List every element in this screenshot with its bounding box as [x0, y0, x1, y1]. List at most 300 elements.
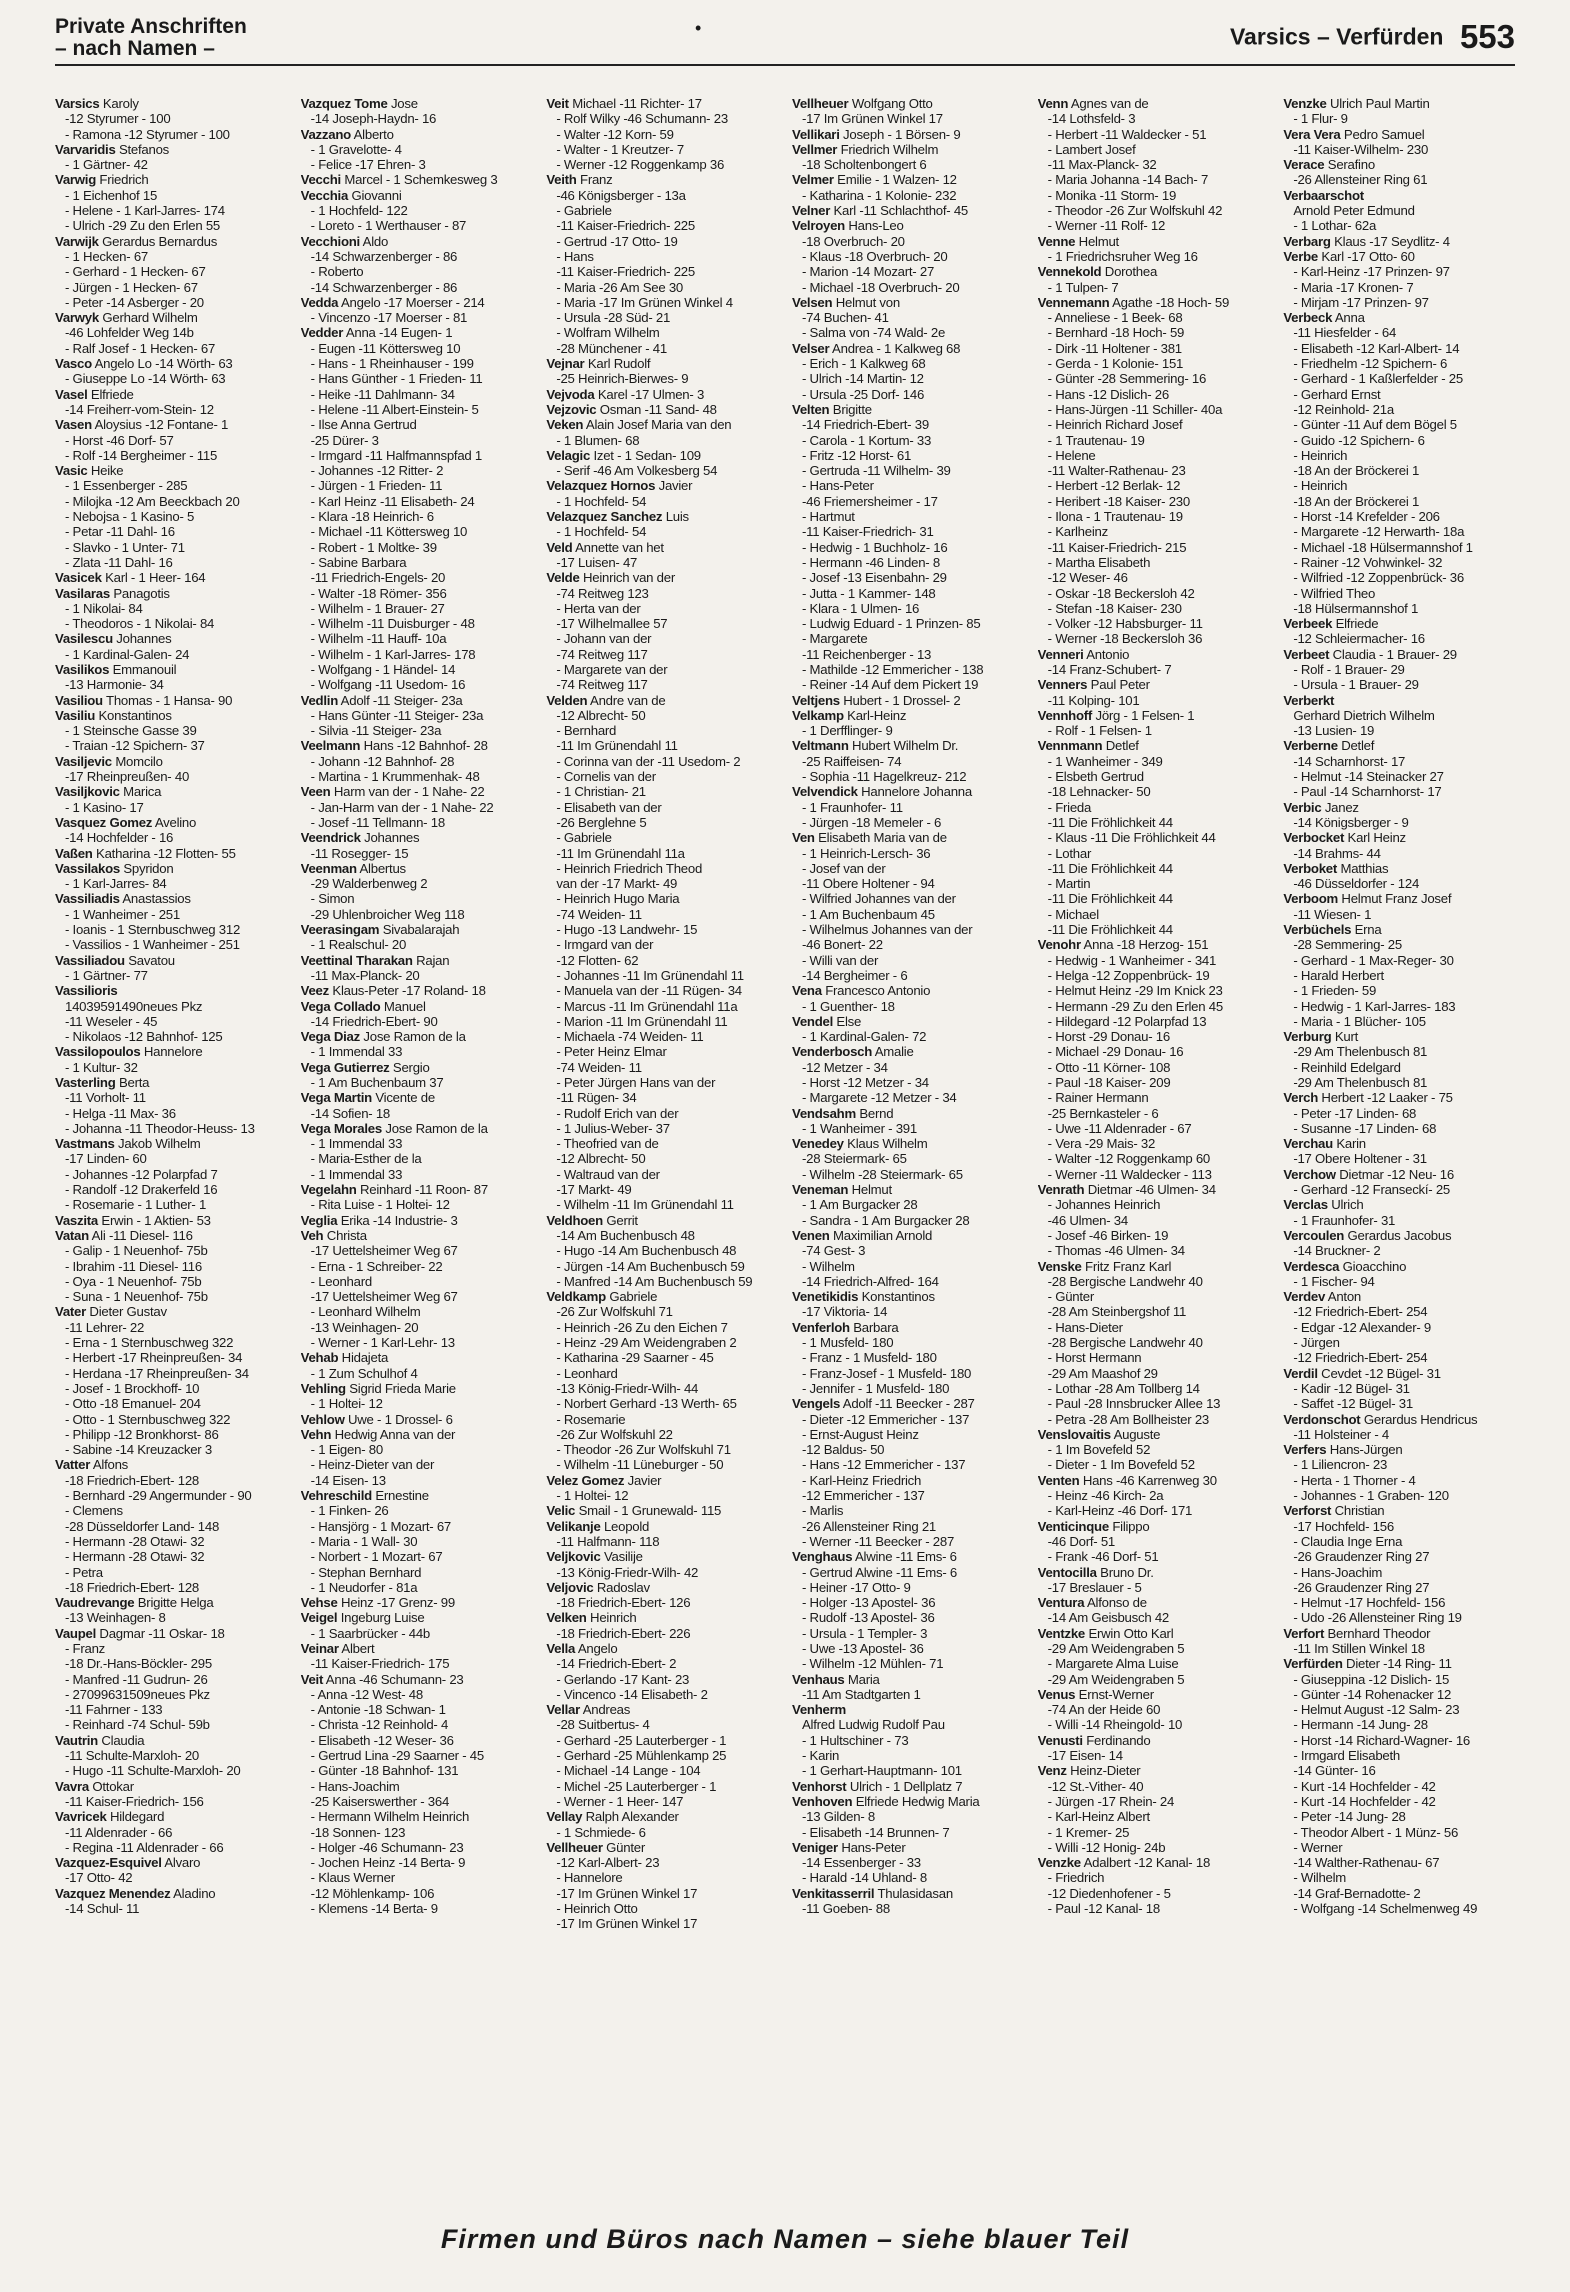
directory-subentry: -12 Weser- 46 — [1047, 570, 1128, 586]
directory-subentry: - Antonie -18 Schwan- 1 — [310, 1702, 446, 1718]
surname: Veld — [546, 539, 573, 555]
directory-subentry: - Katharina -29 Saarner - 45 — [556, 1350, 714, 1366]
directory-entry — [546, 387, 778, 402]
directory-subentry: -29 Walderbenweg 2 — [310, 876, 428, 892]
directory-subentry: - Holger -46 Schumann- 23 — [310, 1839, 464, 1855]
surname: Vejzovic — [546, 401, 597, 417]
entry-detail: Christian — [1331, 1503, 1385, 1519]
directory-subentry: -12 Baldus- 50 — [802, 1442, 885, 1458]
entry-detail: Avelino — [152, 814, 197, 830]
directory-subentry: - Günter -28 Semmering- 16 — [1047, 371, 1207, 387]
directory-subentry: - 1 Karl-Jarres- 84 — [65, 876, 167, 892]
directory-subentry: -46 Königsberger - 13a — [556, 187, 686, 203]
directory-subentry: -74 Reitweg 117 — [556, 677, 648, 693]
surname: Verbe — [1283, 248, 1319, 264]
directory-subentry: - Josef van der — [802, 860, 886, 876]
surname: Vasic — [55, 463, 88, 479]
directory-subentry: - Rosemarie — [556, 1411, 626, 1427]
directory-subentry: - Margarete -12 Herwarth- 18a — [1293, 524, 1465, 540]
directory-subentry: - Theodor Albert - 1 Münz- 56 — [1293, 1824, 1459, 1840]
directory-subentry: - Johann -12 Bahnhof- 28 — [310, 753, 455, 769]
directory-entry — [1283, 1228, 1515, 1243]
directory-subentry: -25 Kaiserswerther - 364 — [310, 1793, 450, 1809]
surname: Venghaus — [792, 1549, 853, 1565]
directory-subentry: -17 Otto- 42 — [65, 1870, 133, 1886]
directory-subentry: - Klaus -18 Overbruch- 20 — [802, 248, 948, 264]
directory-subentry: -11 Kaiser-Wilhelm- 230 — [1293, 141, 1429, 157]
surname: Varwijk — [55, 233, 99, 249]
directory-subentry: - 1 Neudorfer - 81a — [310, 1579, 418, 1595]
directory-subentry: - Ibrahim -11 Diesel- 116 — [65, 1258, 202, 1274]
entry-detail: Erna — [1351, 922, 1382, 938]
directory-entry — [1283, 1197, 1515, 1212]
directory-subentry: - Elisabeth van der — [556, 799, 662, 815]
directory-subentry: - Theodor -26 Zur Wolfskuhl 42 — [1047, 203, 1223, 219]
directory-subentry: - Helene - 1 Karl-Jarres- 174 — [65, 203, 225, 219]
directory-subentry: -26 Allensteiner Ring 61 — [1293, 172, 1428, 188]
directory-subentry: - Maria -17 Im Grünen Winkel 4 — [556, 294, 733, 310]
directory-subentry: - Walter -12 Korn- 59 — [556, 126, 674, 142]
directory-subentry: -11 Halfmann- 118 — [556, 1533, 660, 1549]
name-range: Varsics – Verfürden — [1229, 23, 1444, 50]
entry-detail: Erwin - 1 Aktien- 53 — [97, 1212, 211, 1228]
entry-detail: Joseph - 1 Börsen- 9 — [839, 126, 961, 142]
entry-detail: Vicente de — [371, 1090, 435, 1106]
directory-column — [1283, 96, 1515, 2216]
entry-detail: Marica — [119, 784, 162, 800]
surname: Velner — [792, 203, 831, 219]
directory-entry — [792, 1886, 1024, 1901]
directory-subentry: - Gerhard -25 Mühlenkamp 25 — [556, 1748, 727, 1764]
directory-subentry: - Petar -11 Dahl- 16 — [65, 524, 175, 540]
directory-entry — [792, 96, 1024, 111]
directory-subentry: -28 Semmering- 25 — [1293, 937, 1402, 953]
directory-subentry: -11 Kaiser-Friedrich- 225 — [556, 264, 695, 280]
entry-detail: Albertus — [356, 860, 406, 876]
directory-entry — [301, 1213, 533, 1228]
surname: Vater — [55, 1304, 87, 1320]
directory-subentry: - Milojka -12 Am Beeckbach 20 — [65, 493, 240, 509]
entry-detail: Albert — [338, 1640, 375, 1656]
directory-subentry: -18 Hülsermannshof 1 — [1293, 600, 1419, 616]
entry-detail: Hannelore — [140, 1044, 203, 1060]
directory-entry — [546, 1503, 778, 1518]
entry-detail: Andreas — [580, 1702, 631, 1718]
directory-subentry: -17 Uettelsheimer Weg 67 — [310, 1289, 458, 1305]
directory-entry — [546, 448, 778, 463]
directory-subentry: - Wilhelm - 1 Karl-Jarres- 178 — [310, 646, 476, 662]
directory-subentry: - Rolf Wilky -46 Schumann- 23 — [556, 111, 728, 127]
directory-entry — [55, 586, 287, 601]
surname: Verberkt — [1283, 692, 1335, 708]
entry-detail: Hans-Leo — [844, 218, 904, 234]
directory-subentry: - Maria Johanna -14 Bach- 7 — [1047, 172, 1209, 188]
surname: Veltmann — [792, 738, 849, 754]
directory-subentry: - Margarete Alma Luise — [1047, 1656, 1179, 1672]
directory-subentry: - Jürgen - 1 Frieden- 11 — [310, 478, 443, 494]
directory-subentry: - Michael -18 Hülsermannshof 1 — [1293, 539, 1473, 555]
surname: Venhorst — [792, 1778, 847, 1794]
directory-subentry: - Ursula -25 Dorf- 146 — [802, 386, 925, 402]
directory-subentry: -17 Im Grünen Winkel 17 — [556, 1885, 698, 1901]
directory-subentry: -11 Kolping- 101 — [1047, 692, 1140, 708]
directory-subentry: - Otto -18 Emanuel- 204 — [65, 1396, 201, 1412]
entry-detail: Stefanos — [115, 141, 170, 157]
entry-detail: Günter — [602, 1839, 645, 1855]
surname: Veljovic — [546, 1579, 594, 1595]
entry-detail: Dorothea — [1101, 264, 1158, 280]
directory-subentry: - Bernhard -29 Angermunder - 90 — [65, 1488, 252, 1504]
surname: Verfers — [1283, 1442, 1327, 1458]
entry-detail: Gerhard Wilhelm — [98, 310, 198, 326]
directory-subentry: -11 Die Fröhlichkeit 44 — [1047, 814, 1173, 830]
directory-subentry: - Werner - 1 Heer- 147 — [556, 1793, 684, 1809]
entry-detail: Karl Rudolf — [584, 356, 651, 372]
directory-subentry: - Sabine Barbara — [310, 554, 407, 570]
directory-entry — [1038, 1565, 1270, 1580]
entry-detail: Wolfgang Otto — [848, 96, 933, 111]
directory-subentry: -17 Luisen- 47 — [556, 554, 638, 570]
directory-subentry: - Günter -18 Bahnhof- 131 — [310, 1763, 459, 1779]
directory-subentry: - Werner -18 Beckersloh 36 — [1047, 631, 1203, 647]
directory-entry — [301, 1488, 533, 1503]
directory-subentry: -26 Zur Wolfskuhl 71 — [556, 1304, 673, 1320]
directory-entry — [1283, 647, 1515, 662]
directory-subentry: -11 Fahrner - 133 — [65, 1702, 163, 1718]
directory-subentry: - Theofried van de — [556, 1136, 659, 1152]
directory-subentry: - Walter -18 Römer- 356 — [310, 585, 447, 601]
directory-subentry: - Hermann -28 Otawi- 32 — [65, 1533, 205, 1549]
directory-subentry: -11 Kaiser-Friedrich- 225 — [556, 218, 695, 234]
directory-subentry: -11 Rosegger- 15 — [310, 845, 409, 861]
directory-entry — [55, 172, 287, 187]
directory-entry — [301, 1595, 533, 1610]
entry-detail: Karl -11 Schlachthof- 45 — [830, 203, 969, 219]
directory-subentry: -11 Die Fröhlichkeit 44 — [1047, 860, 1173, 876]
directory-entry — [55, 1213, 287, 1228]
directory-entry — [301, 172, 533, 187]
directory-subentry: - Rudolf Erich van der — [556, 1105, 679, 1121]
directory-subentry: -14 Friedrich-Ebert- 90 — [310, 1013, 438, 1029]
directory-subentry: - 1 Am Buchenbaum 37 — [310, 1075, 444, 1090]
surname: Velkamp — [792, 707, 844, 723]
directory-column — [1038, 96, 1270, 2216]
directory-subentry: -14 Brahms- 44 — [1293, 845, 1381, 861]
directory-subentry: - Ludwig Eduard - 1 Prinzen- 85 — [802, 616, 981, 632]
directory-entry — [1283, 310, 1515, 325]
directory-subentry: - Michaela -74 Weiden- 11 — [556, 1029, 704, 1045]
directory-entry — [1038, 738, 1270, 753]
directory-subentry: - Horst Hermann — [1047, 1350, 1142, 1366]
directory-entry — [792, 983, 1024, 998]
directory-subentry: - Martina - 1 Krummenhak- 48 — [310, 769, 480, 785]
directory-entry — [546, 1702, 778, 1717]
directory-entry — [1283, 1412, 1515, 1427]
directory-subentry: -28 Steiermark- 65 — [802, 1151, 907, 1167]
directory-subentry: - 1 Eichenhof 15 — [65, 187, 158, 203]
directory-subentry: - Marlis — [802, 1503, 844, 1519]
surname: Venneri — [1037, 646, 1084, 662]
directory-entry — [301, 295, 533, 310]
directory-subentry: -12 Metzer - 34 — [802, 1059, 888, 1075]
entry-detail: Antonio — [1083, 646, 1130, 662]
directory-subentry: -29 Am Weidengraben 5 — [1047, 1640, 1185, 1656]
directory-subentry: - Michael — [1047, 906, 1099, 922]
directory-subentry: - Elsbeth Gertrud — [1047, 769, 1144, 785]
directory-subentry: - Martin — [1047, 876, 1091, 892]
directory-entry — [792, 1182, 1024, 1197]
entry-detail: Gerardus Hendricus — [1360, 1411, 1478, 1427]
entry-detail: Alfonso de — [1084, 1595, 1147, 1611]
directory-subentry: - Vassilios - 1 Wanheimer - 251 — [65, 937, 240, 953]
entry-detail: Elisabeth Maria van de — [814, 830, 947, 846]
directory-subentry: - Dirk -11 Holtener - 381 — [1047, 340, 1182, 356]
directory-subentry: -74 Weiden- 11 — [556, 906, 642, 922]
entry-detail: Bernd — [855, 1105, 894, 1121]
directory-subentry: - Helene -11 Albert-Einstein- 5 — [310, 401, 479, 417]
directory-subentry: - Jürgen -17 Rhein- 24 — [1047, 1793, 1175, 1809]
directory-column — [792, 96, 1024, 2216]
entry-detail: Hedwig Anna van der — [331, 1426, 456, 1442]
directory-subentry: - Rosemarie - 1 Luther- 1 — [65, 1197, 207, 1213]
directory-subentry: -18 Lehnacker- 50 — [1047, 784, 1151, 800]
directory-entry — [55, 784, 287, 799]
directory-subentry: - Sandra - 1 Am Burgacker 28 — [802, 1212, 970, 1228]
directory-subentry: - 1 Nikolai- 84 — [65, 600, 143, 616]
directory-subentry: - Hansjörg - 1 Mozart- 67 — [310, 1518, 451, 1534]
directory-subentry: - Fritz -12 Horst- 61 — [802, 447, 912, 463]
directory-subentry: - 1 Wanheimer - 391 — [802, 1120, 917, 1136]
directory-subentry: - Heinrich Friedrich Theod — [556, 860, 703, 876]
entry-detail: Thulasidasan — [874, 1885, 953, 1901]
surname: Veniger — [792, 1839, 838, 1855]
directory-entry — [301, 325, 533, 340]
directory-subentry: -11 Walter-Rathenau- 23 — [1047, 463, 1186, 479]
directory-subentry: -11 Die Fröhlichkeit 44 — [1047, 891, 1173, 907]
directory-subentry: -17 Uettelsheimer Weg 67 — [310, 1243, 458, 1259]
directory-subentry: - Maria -17 Kronen- 7 — [1293, 279, 1414, 295]
directory-entry — [792, 1672, 1024, 1687]
entry-detail: Ottokar — [88, 1778, 134, 1794]
directory-entry — [55, 142, 287, 157]
directory-subentry: - Guido -12 Spichern- 6 — [1293, 432, 1425, 448]
directory-subentry: - Rainer Hermann — [1047, 1090, 1149, 1106]
directory-subentry: - Simon — [310, 891, 355, 907]
surname: Vellheuer — [546, 1839, 603, 1855]
surname: Vassilakos — [55, 860, 120, 876]
directory-entry — [1038, 295, 1270, 310]
directory-subentry: - Holger -13 Apostel- 36 — [802, 1595, 936, 1611]
directory-entry — [792, 142, 1024, 157]
directory-entry — [1038, 1855, 1270, 1870]
directory-subentry: - Hugo -13 Landwehr- 15 — [556, 922, 698, 938]
directory-subentry: - Otto -11 Körner- 108 — [1047, 1059, 1171, 1075]
directory-subentry: - 1 Liliencron- 23 — [1293, 1457, 1388, 1473]
entry-detail: Agathe -18 Hoch- 59 — [1109, 294, 1230, 310]
directory-entry — [55, 861, 287, 876]
directory-subentry: -12 Friedrich-Ebert- 254 — [1293, 1350, 1428, 1366]
entry-detail: Aloysius -12 Fontane- 1 — [91, 417, 229, 433]
directory-entry — [792, 830, 1024, 845]
surname: Vehreschild — [300, 1488, 372, 1504]
entry-detail: Maria — [844, 1671, 880, 1687]
directory-subentry: - Saffet -12 Bügel- 31 — [1293, 1396, 1413, 1412]
directory-subentry: - Michel -25 Lauterberger - 1 — [556, 1778, 717, 1794]
directory-subentry: - Hans-Joachim — [1293, 1564, 1383, 1580]
directory-subentry: - Heinrich -26 Zu den Eichen 7 — [556, 1319, 728, 1335]
directory-subentry: - Gertrud -17 Otto- 19 — [556, 233, 678, 249]
entry-detail: Heinz -17 Grenz- 99 — [337, 1595, 455, 1611]
directory-subentry: - Wilhelm — [1293, 1870, 1347, 1886]
directory-entry — [55, 1228, 287, 1243]
directory-subentry: -28 Bergische Landwehr 40 — [1047, 1335, 1203, 1351]
entry-detail: Sivabalarajah — [379, 922, 460, 938]
directory-subentry: -14 Friedrich-Ebert- 2 — [556, 1656, 677, 1672]
surname: Vedder — [300, 325, 344, 341]
entry-detail: Karl Heinz — [1344, 830, 1406, 846]
directory-subentry: - Lambert Josef — [1047, 141, 1136, 157]
directory-subentry: -46 Ulmen- 34 — [1047, 1212, 1128, 1228]
directory-subentry: - Gerhard -25 Lauterberger - 1 — [556, 1732, 727, 1748]
directory-subentry: -17 Breslauer - 5 — [1047, 1579, 1142, 1595]
entry-detail: Helmut Franz Josef — [1338, 891, 1452, 907]
directory-subentry: -14 Walther-Rathenau- 67 — [1293, 1855, 1440, 1871]
directory-subentry: - Jürgen — [1293, 1335, 1340, 1351]
entry-detail: Ulrich - 1 Dellplatz 7 — [846, 1778, 963, 1794]
surname: Vavricek — [55, 1809, 107, 1825]
entry-detail: Paul Peter — [1087, 677, 1150, 693]
directory-subentry: - Elisabeth -12 Karl-Albert- 14 — [1293, 340, 1460, 356]
directory-subentry: - 1 Holtei- 12 — [556, 1488, 629, 1504]
directory-subentry: - Theodoros - 1 Nikolai- 84 — [65, 616, 215, 632]
surname: Veen — [300, 784, 331, 800]
directory-subentry: - Jennifer - 1 Musfeld- 180 — [802, 1380, 950, 1396]
directory-subentry: -14 Schul- 11 — [65, 1901, 140, 1917]
directory-entry — [55, 815, 287, 830]
entry-detail: Klaus Wilhelm — [843, 1136, 928, 1152]
directory-subentry: Gerhard Dietrich Wilhelm — [1293, 707, 1435, 723]
directory-entry — [301, 1350, 533, 1365]
directory-column — [301, 96, 533, 2216]
surname: Veenman — [300, 860, 357, 876]
directory-subentry: -18 An der Bröckerei 1 — [1293, 463, 1420, 479]
directory-subentry: - Regina -11 Aldenrader - 66 — [65, 1839, 224, 1855]
surname: Verboom — [1283, 891, 1339, 907]
directory-subentry: - Hermann -29 Zu den Erlen 45 — [1047, 998, 1223, 1014]
surname: Velikanje — [546, 1518, 601, 1534]
directory-subentry: -28 Am Steinbergshof 11 — [1047, 1304, 1187, 1320]
directory-entry — [792, 203, 1024, 218]
directory-subentry: - Wilhelm -11 Im Grünendahl 11 — [556, 1197, 734, 1213]
entry-detail: Spyridon — [119, 860, 174, 876]
surname: Velroyen — [792, 218, 845, 234]
directory-subentry: - Horst -12 Metzer - 34 — [802, 1075, 929, 1090]
directory-entry — [55, 1809, 287, 1824]
directory-subentry: -13 Gilden- 8 — [802, 1809, 875, 1825]
entry-detail: Leopold — [600, 1518, 650, 1534]
directory-subentry: -29 Uhlenbroicher Weg 118 — [310, 906, 465, 922]
directory-subentry: - Herbert -12 Berlak- 12 — [1047, 478, 1181, 494]
directory-subentry: Arnold Peter Edmund — [1293, 203, 1415, 219]
entry-detail: Claudia — [97, 1732, 145, 1748]
directory-subentry: -12 Styrumer - 100 — [65, 111, 171, 127]
entry-detail: Aldo — [359, 233, 389, 249]
directory-subentry: - Wilfried -12 Zoppenbrück- 36 — [1293, 570, 1464, 586]
surname: Verbarg — [1283, 233, 1331, 249]
entry-detail: Luis — [662, 509, 689, 525]
directory-entry — [55, 234, 287, 249]
directory-subentry: - Werner — [1293, 1839, 1343, 1855]
directory-entry — [546, 1580, 778, 1595]
directory-entry — [1038, 1626, 1270, 1641]
directory-entry — [301, 1641, 533, 1656]
directory-entry — [55, 1779, 287, 1794]
directory-subentry: -74 Reitweg 123 — [556, 585, 649, 601]
directory-entry — [301, 127, 533, 142]
directory-subentry: - Nebojsa - 1 Kasino- 5 — [65, 509, 195, 525]
directory-entry — [1038, 1687, 1270, 1702]
directory-subentry: - Harald -14 Uhland- 8 — [802, 1870, 927, 1886]
directory-subentry: - Otto - 1 Sternbuschweg 322 — [65, 1411, 231, 1427]
directory-subentry: -11 Holsteiner - 4 — [1293, 1426, 1389, 1442]
directory-subentry: -17 Linden- 60 — [65, 1151, 147, 1167]
surname: Velsen — [792, 294, 833, 310]
surname: Vena — [792, 983, 822, 999]
directory-subentry: -17 Obere Holtener - 31 — [1293, 1151, 1427, 1167]
directory-entry — [546, 509, 778, 524]
directory-subentry: - Maria-Esther de la — [310, 1151, 422, 1167]
directory-subentry: - Claudia Inge Erna — [1293, 1533, 1403, 1549]
directory-subentry: - Peter -14 Asberger - 20 — [65, 294, 204, 310]
surname: Verbic — [1283, 799, 1322, 815]
directory-subentry: - 1 Realschul- 20 — [310, 937, 407, 953]
directory-subentry: - Carola - 1 Kortum- 33 — [802, 432, 932, 448]
directory-subentry: -74 Buchen- 41 — [802, 310, 889, 326]
surname: Velic — [546, 1503, 576, 1519]
directory-subentry: - Hermann -28 Otawi- 32 — [65, 1549, 205, 1565]
directory-subentry: - Paul -14 Scharnhorst- 17 — [1293, 784, 1442, 800]
header-mark: • — [695, 18, 702, 38]
directory-subentry: - Jürgen -14 Am Buchenbusch 59 — [556, 1258, 745, 1274]
directory-subentry: - Johann van der — [556, 631, 652, 647]
directory-subentry: van der -17 Markt- 49 — [556, 876, 678, 892]
directory-subentry: -14 Bergheimer - 6 — [802, 967, 908, 983]
directory-subentry: - Hans-Jürgen -11 Schiller- 40a — [1047, 401, 1223, 417]
directory-subentry: - Suna - 1 Neuenhof- 75b — [65, 1289, 208, 1305]
page-header — [55, 14, 1515, 66]
surname: Varvaridis — [55, 141, 116, 157]
surname: Veldkamp — [546, 1289, 606, 1305]
directory-subentry: - Hedwig - 1 Karl-Jarres- 183 — [1293, 998, 1456, 1014]
directory-subentry: - Volker -12 Habsburger- 11 — [1047, 616, 1203, 632]
surname: Vellay — [546, 1809, 583, 1825]
directory-subentry: -11 Wiesen- 1 — [1293, 906, 1372, 922]
surname: Verdil — [1283, 1365, 1318, 1381]
directory-entry — [301, 234, 533, 249]
directory-entry — [301, 738, 533, 753]
surname: Venz — [1037, 1763, 1067, 1779]
directory-subentry: - Vera -29 Mais- 32 — [1047, 1136, 1156, 1152]
surname: Venrath — [1037, 1182, 1085, 1198]
directory-entry — [792, 1794, 1024, 1809]
surname: Venen — [792, 1227, 830, 1243]
directory-entry — [792, 1136, 1024, 1151]
directory-subentry: - 1 Hultschiner - 73 — [802, 1732, 909, 1748]
entry-detail: Savatou — [124, 952, 175, 968]
directory-subentry: - 1 Hochfeld- 54 — [556, 524, 647, 540]
directory-subentry: - Reinhard -74 Schul- 59b — [65, 1717, 210, 1733]
directory-subentry: -13 König-Friedr-Wilh- 42 — [556, 1564, 699, 1580]
